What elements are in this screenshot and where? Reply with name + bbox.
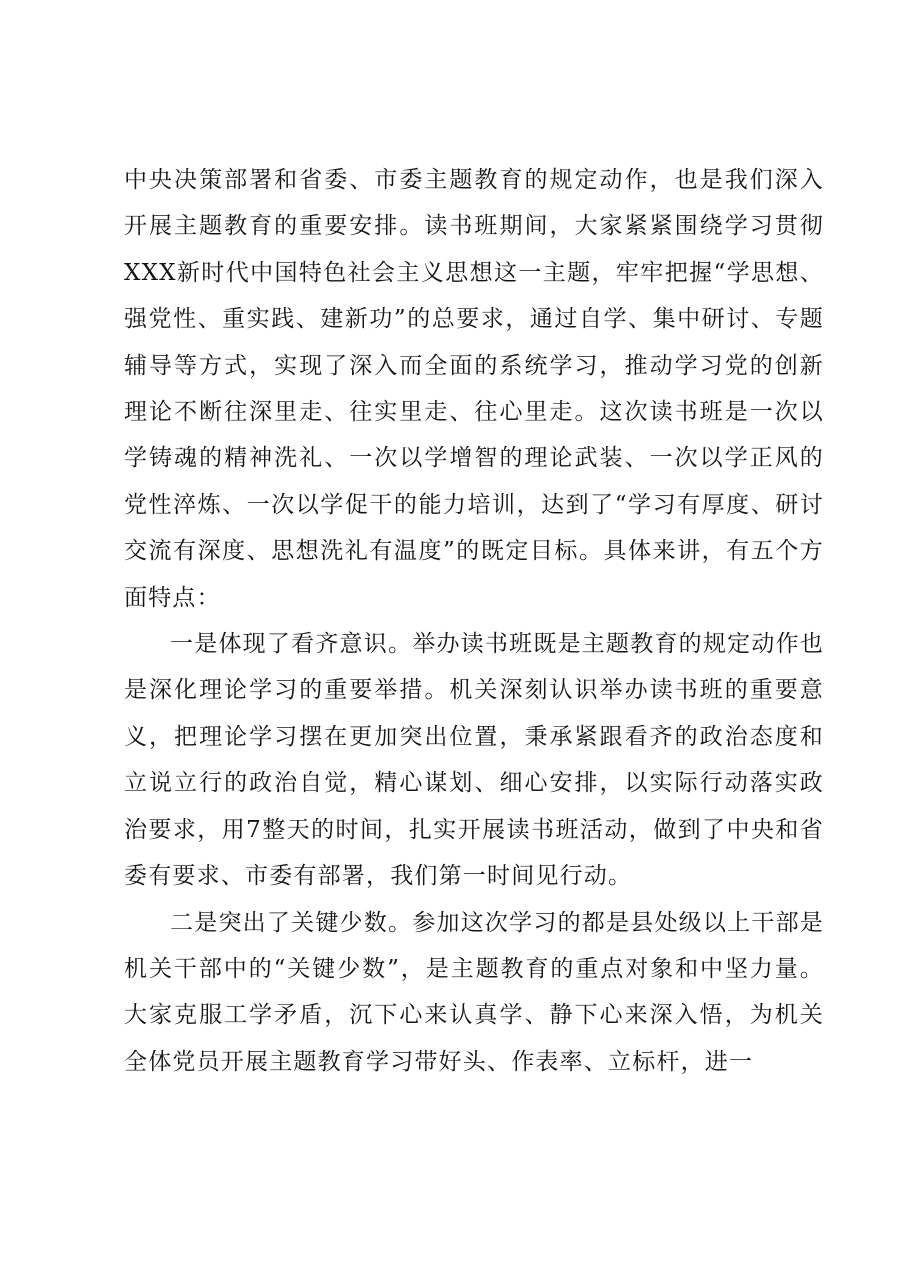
paragraph-point-two: 二是突出了关键少数。参加这次学习的都是县处级以上干部是机关干部中的“关键少数”，是主题教育的重点对象和中坚力量。大家克服工学矛盾，沉下心来认真学、静下心来深入悟，为机关全体党员开展主题教育学习带好头、作表率、立标杆，进一 xyxy=(124,909,824,1075)
paragraph-point-one: 一是体现了看齐意识。举办读书班既是主题教育的规定动作也是深化理论学习的重要举措。机关深刻认识举办读书班的重要意义，把理论学习摆在更加突出位置，秉承紧跟看齐的政治态度和立说立行的政治自觉，精心谋划、细心安排，以实际行动落实政治要求，用7整天的时间，扎实开展读书班活动，做到了中央和省委有要求、市委有部署，我们第一时间见行动。 xyxy=(124,631,824,890)
document-body xyxy=(124,157,824,1085)
paragraph-continuation: 中央决策部署和省委、市委主题教育的规定动作，也是我们深入开展主题教育的重要安排。读书班期间，大家紧紧围绕学习贯彻XXX新时代中国特色社会主义思想这一主题，牢牢把握“学思想、强党性、重实践、建新功”的总要求，通过自学、集中研讨、专题辅导等方式，实现了深入而全面的系统学习，推动学习党的创新理论不断往深里走、往实里走、往心里走。这次读书班是一次以学铸魂的精神洗礼、一次以学增智的理论武装、一次以学正风的党性淬炼、一次以学促干的能力培训，达到了“学习有厚度、研讨交流有深度、思想洗礼有温度”的既定目标。具体来讲，有五个方面特点： xyxy=(124,167,824,611)
